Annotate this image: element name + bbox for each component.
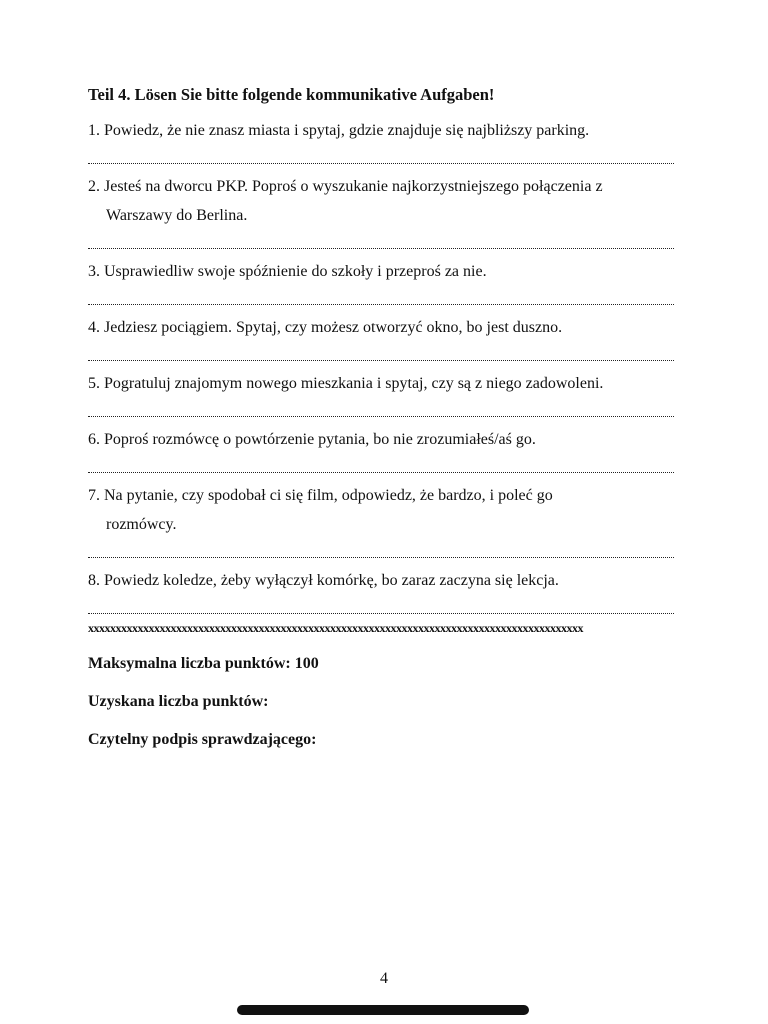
- section-heading: Teil 4. Lösen Sie bitte folgende kommunikative Aufgaben!: [88, 85, 495, 104]
- task-8-text: 8. Powiedz koledze, żeby wyłączył komórkę, bo zaraz zaczyna się lekcja.: [88, 572, 559, 589]
- obtained-points: Uzyskana liczba punktów:: [88, 693, 269, 710]
- task-4-text: 4. Jedziesz pociągiem. Spytaj, czy możesz otworzyć okno, bo jest duszno.: [88, 319, 563, 336]
- task-6-text: 6. Poproś rozmówcę o powtórzenie pytania, bo nie zrozumiałeś/aś go.: [88, 431, 536, 448]
- task-7-text-line-1: 7. Na pytanie, czy spodobał ci się film, odpowiedz, że bardzo, i poleć go: [88, 487, 553, 504]
- task-3-text: 3. Usprawiedliw swoje spóźnienie do szkoły i przeproś za nie.: [88, 263, 487, 280]
- examiner-signature: Czytelny podpis sprawdzającego:: [88, 731, 317, 748]
- max-points: Maksymalna liczba punktów: 100: [88, 655, 319, 672]
- home-indicator-bar[interactable]: [237, 1005, 529, 1015]
- task-5: [88, 369, 678, 398]
- task-2-text-line-2: Warszawy do Berlina.: [106, 207, 248, 224]
- task-5-text: 5. Pogratuluj znajomym nowego mieszkania i spytaj, czy są z niego zadowoleni.: [88, 375, 604, 392]
- task-1-text: 1. Powiedz, że nie znasz miasta i spytaj, gdzie znajduje się najbliższy parking.: [88, 122, 590, 139]
- page-number: 4: [380, 970, 388, 987]
- task-list: [88, 116, 678, 614]
- document-page: [88, 84, 678, 750]
- task-2-text-line-1: 2. Jesteś na dworcu PKP. Poproś o wyszukanie najkorzystniejszego połączenia z: [88, 178, 603, 195]
- separator-line: xxxxxxxxxxxxxxxxxxxxxxxxxxxxxxxxxxxxxxxxxxxxxxxxxxxxxxxxxxxxxxxxxxxxxxxxxxxxxxxxxxxxxxxxxx: [88, 621, 583, 635]
- task-7-text-line-2: rozmówcy.: [106, 516, 177, 533]
